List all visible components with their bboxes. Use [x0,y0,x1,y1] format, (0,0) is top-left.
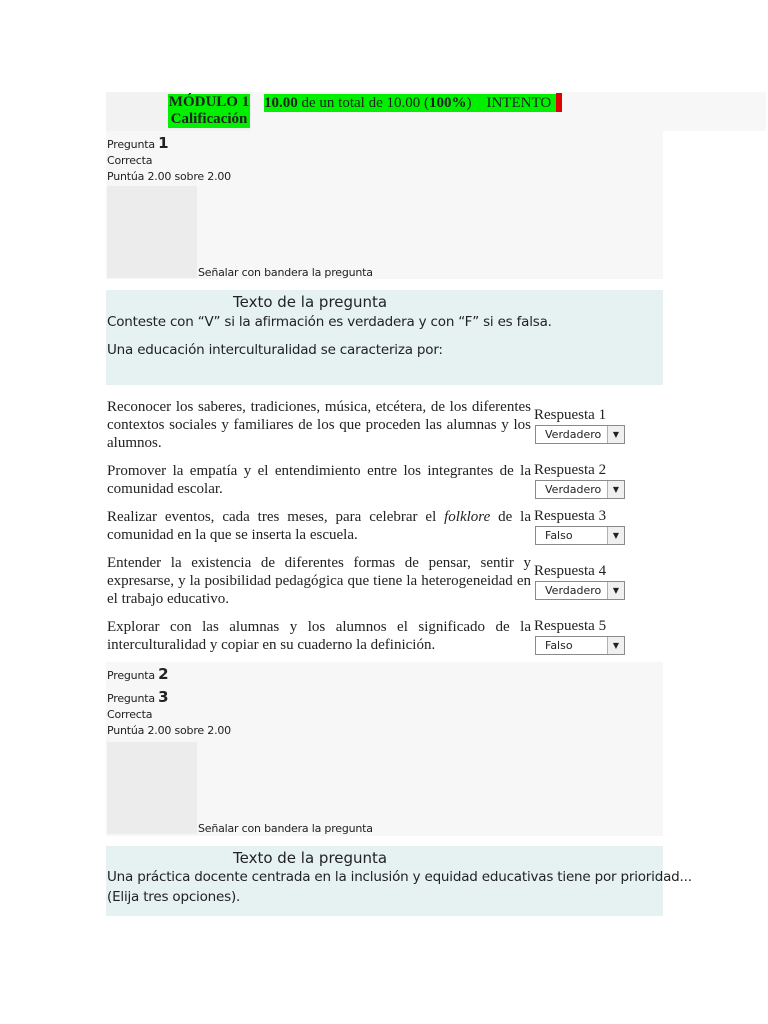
grade-text-1: de un total de 10.00 ( [297,95,429,111]
flag-question-1-link[interactable]: Señalar con bandera la pregunta [198,266,373,279]
flag-question-3-link[interactable]: Señalar con bandera la pregunta [198,822,373,835]
question-1-status: Correcta [107,154,153,167]
question-1-prompt: Una educación interculturalidad se caracteriza por: [107,342,443,358]
statement-3-part-2: de la comunidad en la que se inserta la escuela. [107,509,531,543]
answer-4-label: Respuesta 4 [534,563,607,579]
module-title: MÓDULO 1 [168,94,250,110]
calificacion-label: Calificación [170,111,248,127]
answer-2-select[interactable] [535,480,625,499]
answer-2-value: Verdadero [545,483,602,496]
question-2-label: Pregunta [107,669,155,682]
statement-5: Explorar con las alumnas y los alumnos el significado de la interculturalidad y copiar en su cuaderno la definición. [107,619,531,653]
answer-3-select[interactable] [535,526,625,545]
triangle-down-icon[interactable]: ▼ [607,527,624,544]
question-3-prompt: Una práctica docente centrada en la inclusión y equidad educativas tiene por prioridad... [107,869,692,885]
statement-1: Reconocer los saberes, tradiciones, música, etcétera, de los diferentes contextos sociales y familiares de los que proceden las alumnas y los alumnos. [107,399,531,451]
answer-1-label: Respuesta 1 [534,407,607,423]
answer-5-select[interactable] [535,636,625,655]
answer-1-select[interactable] [535,425,625,444]
question-1-label: Pregunta [107,138,155,151]
question-2-info [107,666,168,684]
answer-3-label: Respuesta 3 [534,508,607,524]
question-3-instruction: (Elija tres opciones). [107,889,241,905]
statement-3-italic: folklore [444,509,491,525]
triangle-down-icon[interactable]: ▼ [607,582,624,599]
question-3-text-title: Texto de la pregunta [233,849,388,867]
triangle-down-icon[interactable]: ▼ [607,481,624,498]
question-1-instruction: Conteste con “V” si la afirmación es verdadera y con “F” si es falsa. [107,314,552,330]
statement-3-part-1: Realizar eventos, cada tres meses, para celebrar el [107,509,445,525]
question-1-text-title: Texto de la pregunta [233,293,388,311]
question-1-info [107,135,231,185]
question-1-placeholder-box [107,186,197,278]
grade-percent: 100% [428,95,467,111]
grade-text-2: ) INTENTO [466,95,555,111]
statement-4: Entender la existencia de diferentes formas de pensar, sentir y expresarse, y la posibilidad pedagógica que tiene la heterogeneidad en el trabajo educativo. [107,555,531,607]
question-2-number: 2 [158,665,169,683]
question-3-label: Pregunta [107,692,155,705]
triangle-down-icon[interactable]: ▼ [607,637,624,654]
answer-1-value: Verdadero [545,428,602,441]
answer-4-value: Verdadero [545,584,602,597]
triangle-down-icon[interactable]: ▼ [607,426,624,443]
statement-3 [107,508,531,544]
attempt-red-marker [556,93,562,112]
question-1-score: Puntúa 2.00 sobre 2.00 [107,170,231,183]
answer-5-label: Respuesta 5 [534,618,607,634]
question-3-info [107,689,231,739]
question-1-number: 1 [158,134,169,152]
question-3-score: Puntúa 2.00 sobre 2.00 [107,724,231,737]
grade-value: 10.00 [264,95,298,111]
question-3-number: 3 [158,688,169,706]
module-grade-heading [168,94,250,128]
question-3-status: Correcta [107,708,153,721]
grade-summary [264,94,557,112]
answer-5-value: Falso [545,639,573,652]
answer-2-label: Respuesta 2 [534,462,607,478]
answer-4-select[interactable] [535,581,625,600]
question-3-placeholder-box [107,742,197,834]
statement-2: Promover la empatía y el entendimiento entre los integrantes de la comunidad escolar. [107,463,531,497]
answer-3-value: Falso [545,529,573,542]
